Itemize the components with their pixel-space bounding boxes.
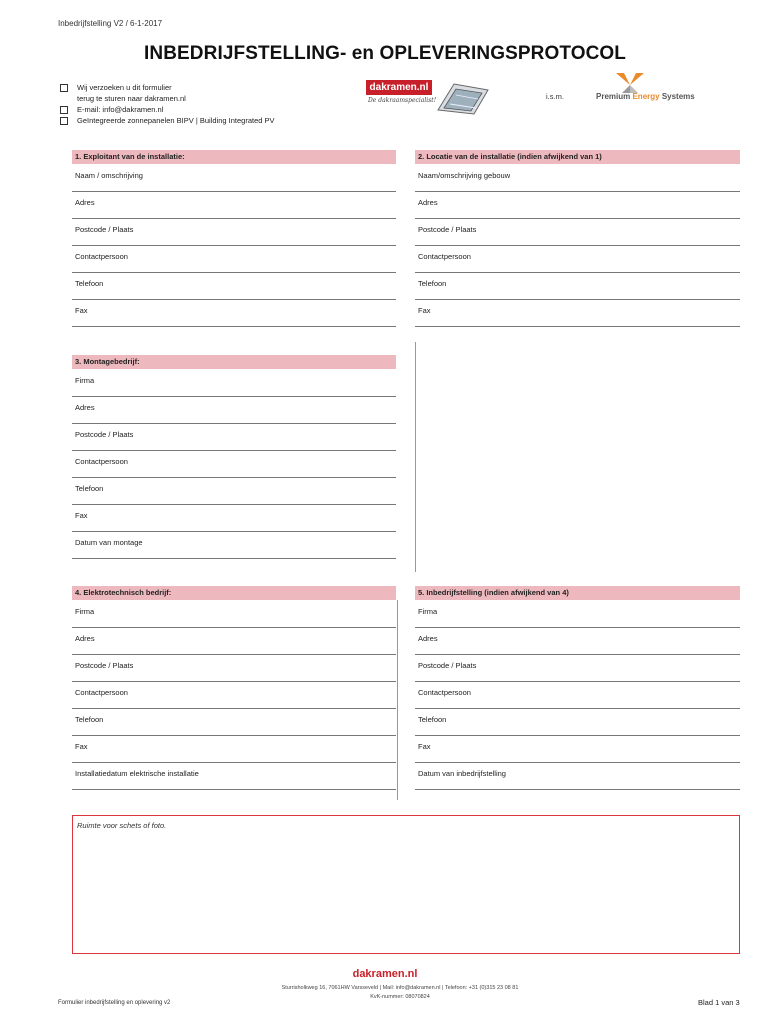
field-label: Adres <box>75 198 95 207</box>
checkbox-icon[interactable] <box>60 84 68 92</box>
field-s2-2[interactable] <box>415 219 740 246</box>
field-label: Fax <box>75 742 88 751</box>
field-s3-6[interactable] <box>72 532 396 559</box>
field-s3-5[interactable] <box>72 505 396 532</box>
intro-line-3: Geïntegreerde zonnepanelen BIPV | Building Integrated PV <box>77 116 275 125</box>
intro-bullet-return-cont <box>58 93 275 104</box>
field-label: Datum van inbedrijfstelling <box>418 769 506 778</box>
intro-line-2: E-mail: info@dakramen.nl <box>77 105 164 114</box>
field-label: Firma <box>418 607 438 616</box>
field-label: Firma <box>75 607 95 616</box>
intro-bullet-return <box>58 82 275 93</box>
field-label: Adres <box>418 634 438 643</box>
field-s4-5[interactable] <box>72 736 396 763</box>
field-label: Contactpersoon <box>418 252 471 261</box>
section-header-s4: 4. Elektrotechnisch bedrijf: <box>72 586 396 600</box>
field-s3-3[interactable] <box>72 451 396 478</box>
field-label: Telefoon <box>75 484 104 493</box>
field-s4-3[interactable] <box>72 682 396 709</box>
premium-energy-systems-logo <box>596 73 706 115</box>
pes-mark-icon <box>596 73 706 93</box>
field-label: Firma <box>75 376 95 385</box>
pes-wordmark <box>596 92 695 101</box>
field-label: Naam/omschrijving gebouw <box>418 171 511 180</box>
field-s3-0[interactable] <box>72 370 396 397</box>
field-label: Postcode / Plaats <box>75 430 134 439</box>
field-s1-2[interactable] <box>72 219 396 246</box>
field-label: Adres <box>75 634 95 643</box>
field-label: Datum van montage <box>75 538 143 547</box>
intro-bullet-email <box>58 104 275 115</box>
field-s2-4[interactable] <box>415 273 740 300</box>
intro-bullets <box>58 82 275 126</box>
field-label: Fax <box>75 306 88 315</box>
field-label: Fax <box>418 306 431 315</box>
dakramen-wordmark: dakramen.nl <box>366 80 432 95</box>
page-title: INBEDRIJFSTELLING- en OPLEVERINGSPROTOCOL <box>144 43 626 64</box>
field-s1-5[interactable] <box>72 300 396 327</box>
field-s5-4[interactable] <box>415 709 740 736</box>
field-s5-1[interactable] <box>415 628 740 655</box>
field-s2-0[interactable] <box>415 165 740 192</box>
field-s5-5[interactable] <box>415 736 740 763</box>
pes-word-energy: Energy <box>632 92 660 101</box>
checkbox-icon[interactable] <box>60 117 68 125</box>
dakramen-tagline: De dakraamspecialist! <box>368 97 437 104</box>
field-s3-2[interactable] <box>72 424 396 451</box>
footer-kvk: KvK-nummer: 08070824 <box>370 994 430 1000</box>
field-s2-1[interactable] <box>415 192 740 219</box>
footer-address: Sturrisholkweg 16, 7061HW Varsseveld | Mail: info@dakramen.nl | Telefoon: +31 (0)315 23 08 81 <box>281 985 519 991</box>
section-header-s3: 3. Montagebedrijf: <box>72 355 396 369</box>
field-label: Contactpersoon <box>418 688 471 697</box>
field-label: Contactpersoon <box>75 252 128 261</box>
field-s5-0[interactable] <box>415 601 740 628</box>
column-divider <box>397 600 398 800</box>
field-s5-3[interactable] <box>415 682 740 709</box>
footer-brand: dakramen.nl <box>352 968 418 980</box>
field-label: Adres <box>75 403 95 412</box>
field-s3-4[interactable] <box>72 478 396 505</box>
checkbox-icon[interactable] <box>60 106 68 114</box>
field-label: Installatiedatum elektrische installatie <box>75 769 199 778</box>
intro-bullet-bipv <box>58 115 275 126</box>
pes-word-premium: Premium <box>596 92 633 101</box>
field-label: Telefoon <box>418 279 447 288</box>
intro-line-1: Wij verzoeken u dit formulier <box>77 83 172 92</box>
intro-line-1b: terug te sturen naar dakramen.nl <box>77 94 186 103</box>
field-s4-1[interactable] <box>72 628 396 655</box>
section-header-s1: 1. Exploitant van de installatie: <box>72 150 396 164</box>
section-header-s2: 2. Locatie van de installatie (indien afwijkend van 1) <box>415 150 740 164</box>
field-s1-3[interactable] <box>72 246 396 273</box>
field-label: Fax <box>418 742 431 751</box>
field-label: Contactpersoon <box>75 457 128 466</box>
field-s4-4[interactable] <box>72 709 396 736</box>
field-s5-6[interactable] <box>415 763 740 790</box>
roof-window-icon <box>434 80 490 116</box>
column-divider <box>415 342 416 572</box>
field-s2-5[interactable] <box>415 300 740 327</box>
field-label: Naam / omschrijving <box>75 171 143 180</box>
sketch-label: Ruimte voor schets of foto. <box>77 821 167 830</box>
field-s1-1[interactable] <box>72 192 396 219</box>
pes-word-systems: Systems <box>659 92 695 101</box>
dakramen-logo <box>366 80 490 116</box>
field-s4-0[interactable] <box>72 601 396 628</box>
field-label: Telefoon <box>418 715 447 724</box>
field-label: Postcode / Plaats <box>75 661 134 670</box>
field-s4-2[interactable] <box>72 655 396 682</box>
field-s1-0[interactable] <box>72 165 396 192</box>
field-label: Adres <box>418 198 438 207</box>
field-s1-4[interactable] <box>72 273 396 300</box>
field-label: Postcode / Plaats <box>418 225 477 234</box>
sketch-photo-area[interactable] <box>72 815 740 954</box>
in-collaboration-label: i.s.m. <box>546 92 564 101</box>
field-label: Telefoon <box>75 279 104 288</box>
field-label: Fax <box>75 511 88 520</box>
footer-form-name: Formulier inbedrijfstelling en oplevering v2 <box>58 1000 171 1006</box>
field-label: Postcode / Plaats <box>75 225 134 234</box>
section-header-s5: 5. Inbedrijfstelling (indien afwijkend van 4) <box>415 586 740 600</box>
field-s4-6[interactable] <box>72 763 396 790</box>
field-label: Contactpersoon <box>75 688 128 697</box>
footer-page-number: Blad 1 van 3 <box>698 998 740 1007</box>
field-label: Postcode / Plaats <box>418 661 477 670</box>
field-label: Telefoon <box>75 715 104 724</box>
field-s5-2[interactable] <box>415 655 740 682</box>
field-s3-1[interactable] <box>72 397 396 424</box>
field-s2-3[interactable] <box>415 246 740 273</box>
document-reference: Inbedrijfstelling V2 / 6-1-2017 <box>58 19 163 28</box>
